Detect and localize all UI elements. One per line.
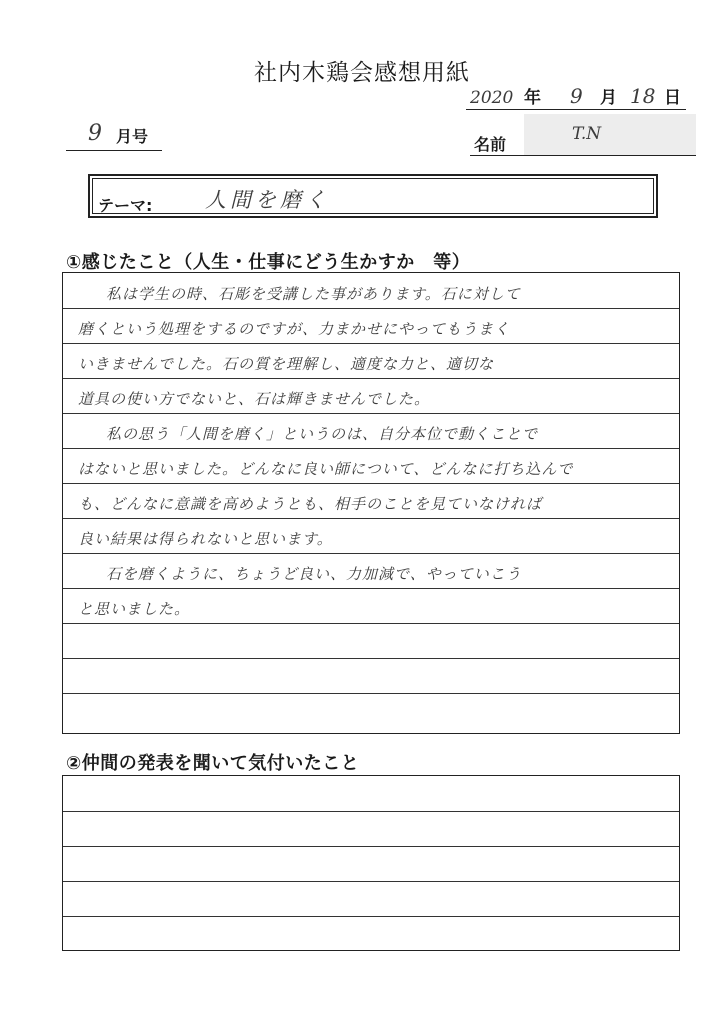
date-underline <box>466 109 686 110</box>
date-year: 2020 <box>470 88 514 108</box>
section1-line: 私の思う「人間を磨く」というのは、自分本位で動くことで <box>106 425 539 443</box>
rule-line <box>63 881 679 882</box>
rule-line <box>63 846 679 847</box>
section1-line: も、どんなに意識を高めようとも、相手のことを見ていなければ <box>78 495 543 513</box>
form-title: 社内木鶏会感想用紙 <box>254 60 470 86</box>
issue-field <box>66 120 162 150</box>
section1-line: と思いました。 <box>78 600 191 618</box>
issue-number: 9 <box>88 121 102 146</box>
issue-label: 月号 <box>116 127 149 146</box>
name-underline <box>470 155 696 156</box>
theme-value: 人間を磨く <box>205 188 330 212</box>
name-value: T.N <box>572 124 602 144</box>
section1-line: 磨くという処理をするのですが、力まかせにやってもうまく <box>78 320 511 338</box>
section1-line: 良い結果は得られないと思います。 <box>78 530 333 548</box>
rule-line <box>63 811 679 812</box>
section1-line: いきませんでした。石の質を理解し、適度な力と、適切な <box>78 355 495 373</box>
section2-heading: ②仲間の発表を聞いて気付いたこと <box>66 753 360 774</box>
date-day: 18 <box>630 84 656 108</box>
theme-box-inner <box>92 178 654 214</box>
rule-line <box>63 693 679 694</box>
section1-line: 石を磨くように、ちょうど良い、力加減で、やっていこう <box>106 565 522 583</box>
name-label: 名前 <box>474 135 507 154</box>
issue-underline <box>66 150 162 151</box>
section2-lined-box <box>62 775 680 951</box>
date-day-label: 日 <box>664 88 681 108</box>
date-year-label: 年 <box>524 88 541 108</box>
rule-line <box>63 658 679 659</box>
theme-label: テーマ: <box>98 196 153 215</box>
section1-line: 道具の使い方でないと、石は輝きませんでした。 <box>78 390 431 408</box>
date-month-label: 月 <box>600 88 617 108</box>
section1-line: 私は学生の時、石彫を受講した事があります。石に対して <box>106 285 521 303</box>
section1-line: はないと思いました。どんなに良い師について、どんなに打ち込んで <box>78 460 574 478</box>
section1-heading: ①感じたこと（人生・仕事にどう生かすか 等） <box>66 252 471 273</box>
name-redaction <box>524 114 696 156</box>
date-field <box>470 84 690 110</box>
date-month: 9 <box>570 84 583 108</box>
rule-line <box>63 916 679 917</box>
